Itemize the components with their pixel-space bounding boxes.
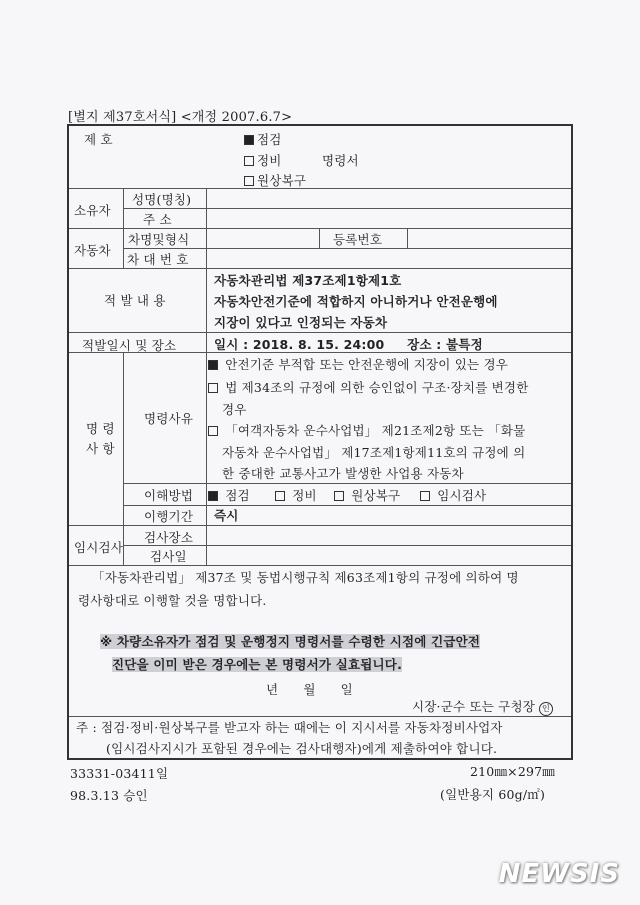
date-line: 년 월 일	[266, 682, 353, 697]
notice-line: ※ 차량소유자가 점검 및 운행정지 명령서를 수령한 시점에 긴급안전	[100, 634, 481, 649]
title-option-inspection[interactable]: 점검	[244, 130, 282, 148]
order-method-label: 이해방법	[144, 488, 194, 503]
reason-option[interactable]: 법 제34조의 규정에 의한 승인없이 구조·장치를 변경한	[208, 378, 528, 396]
datetime-value: 일시 : 2018. 8. 15. 24:00 장소 : 불특정	[214, 337, 483, 352]
title-option-repair[interactable]: 정비	[244, 151, 282, 169]
order-number-label: 제 호	[84, 132, 113, 147]
checkbox-icon	[208, 426, 218, 436]
checkbox-checked-icon	[208, 491, 218, 501]
method-option[interactable]: 임시검사	[420, 486, 486, 504]
owner-address-label: 주 소	[143, 212, 172, 227]
reason-option[interactable]: 「여객자동차 운수사업법」 제21조제2항 또는 「화물	[208, 421, 525, 439]
reason-line: 경우	[222, 402, 247, 417]
inspection-place-label: 검사장소	[144, 530, 194, 545]
checkbox-icon	[208, 383, 218, 393]
form-header: [별지 제37호서식] <개정 2007.6.7>	[68, 110, 293, 125]
order-section-label: 사 항	[86, 441, 115, 456]
order-section-label: 명 령	[86, 421, 115, 436]
method-option[interactable]: 정비	[275, 486, 317, 504]
checkbox-checked-icon	[208, 360, 218, 370]
title-option-restore[interactable]: 원상복구	[244, 171, 306, 189]
footnote-line: (임시검사지시가 포함된 경우에는 검사대행자)에게 제출하여야 합니다.	[106, 741, 498, 756]
violation-line: 지장이 있다고 인정되는 자동차	[214, 315, 388, 330]
method-option[interactable]: 점검	[208, 486, 250, 504]
vehicle-vin-label: 차 대 번 호	[127, 252, 189, 267]
reason-line: 자동차 운수사업법」 제17조제1항제11호의 규정에 의	[222, 445, 526, 460]
reason-line: 한 중대한 교통사고가 발생한 사업용 자동차	[222, 466, 464, 481]
checkbox-icon	[244, 176, 254, 186]
owner-section-label: 소유자	[74, 203, 111, 218]
method-option[interactable]: 원상복구	[334, 486, 400, 504]
reason-option[interactable]: 안전기준 부적합 또는 안전운행에 지장이 있는 경우	[208, 355, 508, 373]
order-period-value: 즉시	[214, 508, 239, 523]
owner-name-label: 성명(명칭)	[132, 192, 192, 207]
form-code: 33331-03411일	[70, 766, 169, 781]
signer: 시장·군수 또는 구청장 인	[412, 697, 553, 716]
order-period-label: 이행기간	[144, 509, 194, 524]
vehicle-reg-label: 등록번호	[333, 232, 383, 247]
vehicle-model-label: 차명및형식	[128, 232, 190, 247]
violation-label: 적 발 내 용	[104, 293, 166, 308]
order-reason-label: 명령사유	[144, 411, 194, 426]
inspection-date-label: 검사일	[150, 549, 187, 564]
paper-size: 210㎜×297㎜	[470, 764, 555, 779]
checkbox-checked-icon	[244, 135, 254, 145]
statement-line: 「자동차관리법」 제37조 및 동법시행규칙 제63조제1항의 규정에 의하여 명	[92, 570, 519, 585]
notice-line: 진단을 이미 받은 경우에는 본 명령서가 실효됩니다.	[112, 657, 403, 672]
approval-date: 98.3.13 승인	[70, 788, 148, 803]
watermark-logo: NEWSIS	[498, 859, 620, 889]
statement-line: 령사항대로 이행할 것을 명합니다.	[78, 593, 267, 608]
seal-stamp: 인	[539, 702, 553, 716]
checkbox-icon	[420, 491, 430, 501]
checkbox-icon	[275, 491, 285, 501]
checkbox-icon	[334, 491, 344, 501]
checkbox-icon	[244, 156, 254, 166]
violation-line: 자동차안전기준에 적합하지 아니하거나 안전운행에	[214, 294, 498, 309]
violation-line: 자동차관리법 제37조제1항제1호	[214, 273, 402, 288]
vehicle-section-label: 자동차	[74, 243, 111, 258]
footnote-line: 주 : 점검·정비·원상복구를 받고자 하는 때에는 이 지시서를 자동차정비사업자	[76, 720, 503, 735]
paper-type: (일반용지 60g/㎡)	[440, 787, 546, 802]
inspection-section-label: 임시검사	[74, 540, 124, 555]
title-suffix: 명령서	[322, 153, 359, 168]
datetime-label: 적발일시 및 장소	[82, 338, 177, 353]
